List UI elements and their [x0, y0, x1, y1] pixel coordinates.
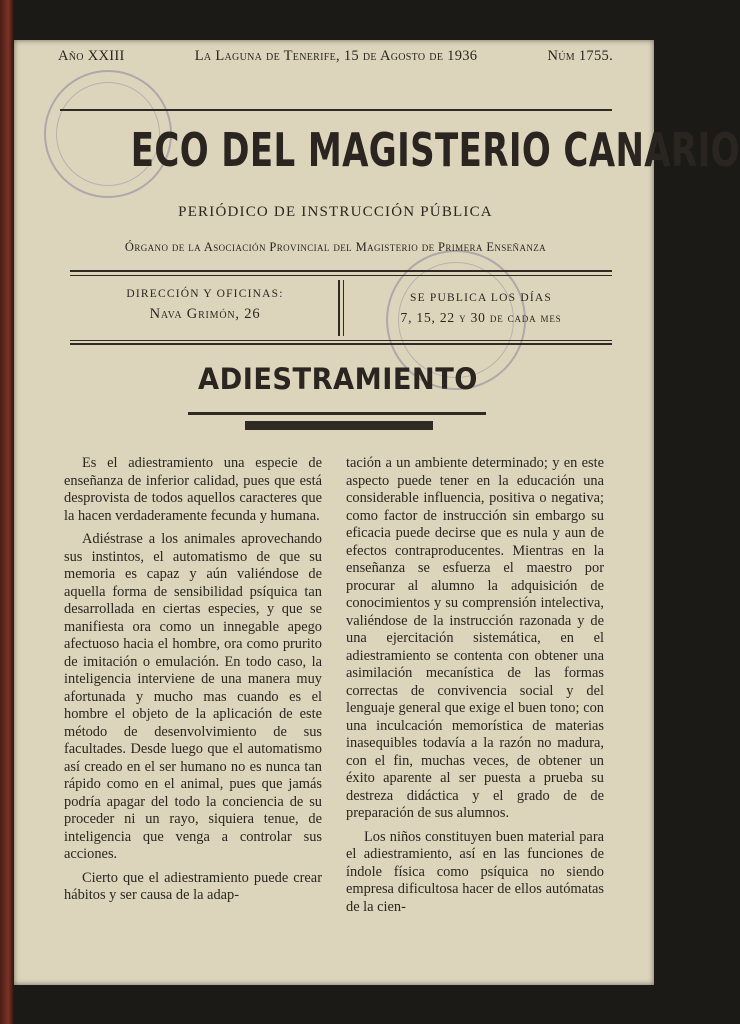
subtitle: PERIÓDICO DE INSTRUCCIÓN PÚBLICA [178, 204, 493, 220]
office-address: Nava Grimón, 26 [149, 306, 261, 322]
direction-label: DIRECCIÓN Y OFICINAS: [126, 288, 284, 300]
issue-meta-row [58, 48, 613, 65]
issue-number: Núm 1755. [547, 48, 613, 64]
info-rule-bottom [70, 343, 612, 345]
info-rule-top [70, 270, 612, 272]
info-rule-bottom-thin [70, 340, 612, 341]
masthead: ECO DEL MAGISTERIO CANARIO [130, 123, 740, 177]
article-title: ADIESTRAMIENTO [198, 362, 478, 396]
paragraph: Adiéstrase a los animales aprovechando sus instintos, el automatismo de que su memoria es capaz y aún valiéndose de aquella forma de sensibilidad psíquica tan desarrollada en ciertas especies, y que se manifiesta ora como un innegable apego afectuoso hacia el hombre, ora como prurito de imitación o emulación. En todo caso, la inteligencia interviene de una manera muy afortunada y mucho mas cuando es el hombre el objeto de la aplicación de este método de desenvolvimiento de sus facultades. Desde luego que el automatismo así creado en el ser humano no es nunca tan rápido como en el animal, pues que jamás podría apagar del todo la conciencia de su proceder ni un rayo, siquiera tenue, de inteligencia que venga a controlar sus acciones. [64, 531, 322, 862]
publish-days: 7, 15, 22 y 30 de cada mes [400, 310, 562, 325]
paragraph: Los niños constituyen buen material para el adiestramiento, así en las funciones de índole física como psíquica no siendo empresa dificultosa hacer de ellos autómatas de la cien- [346, 828, 604, 915]
paragraph: Es el adiestramiento una especie de enseñanza de inferior calidad, pues que está desprovista de todos aquellos caracteres que la hacen verdaderamente fecunda y humana. [64, 455, 322, 524]
publish-label: SE PUBLICA LOS DÍAS [410, 292, 552, 304]
paragraph: Cierto que el adiestramiento puede crear hábitos y ser causa de la adap- [64, 869, 322, 903]
header-rule-top [60, 109, 612, 111]
dateline: La Laguna de Tenerife, 15 de Agosto de 1936 [194, 48, 478, 64]
organ-line: Órgano de la Asociación Provincial del Magisterio de Primera Enseñanza [124, 240, 547, 254]
info-divider-thin [343, 280, 344, 336]
info-rule-top-thin [70, 275, 612, 276]
direction-block [80, 288, 330, 323]
paragraph: tación a un ambiente determinado; y en este aspecto puede tener en la educación una considerable influencia, positiva o negativa; como factor de instrucción sin embargo su eficacia puede decirse que es nula y aun de efectos contraproducentes. Mientras en la enseñanza se esfuerza el maestro por procurar al alumno la adquisición de conocimientos y su comprensión intelectiva, valiéndose de la instrucción razonada y de una ejercitación sistemática, en el adiestramiento se contenta con obtener una asimilación mecanística de las formas correctas de convivencia social y del lenguaje general que exige el buen tono; con una inculcación memorística de materias inasequibles todavía a la razón no madura, con el fin, muchas veces, de obtener un éxito aparente al ser puesta a prueba su destreza didáctica y el grado de de preparación de sus alumnos. [346, 455, 604, 821]
publish-block [350, 292, 612, 326]
title-underline-thin [188, 412, 486, 415]
book-spine [0, 0, 14, 1024]
title-underline-thick [245, 421, 433, 430]
issue-year: Año XXIII [58, 48, 125, 64]
info-divider [338, 280, 340, 336]
article-column-left [64, 455, 322, 911]
article-column-right [346, 455, 604, 922]
